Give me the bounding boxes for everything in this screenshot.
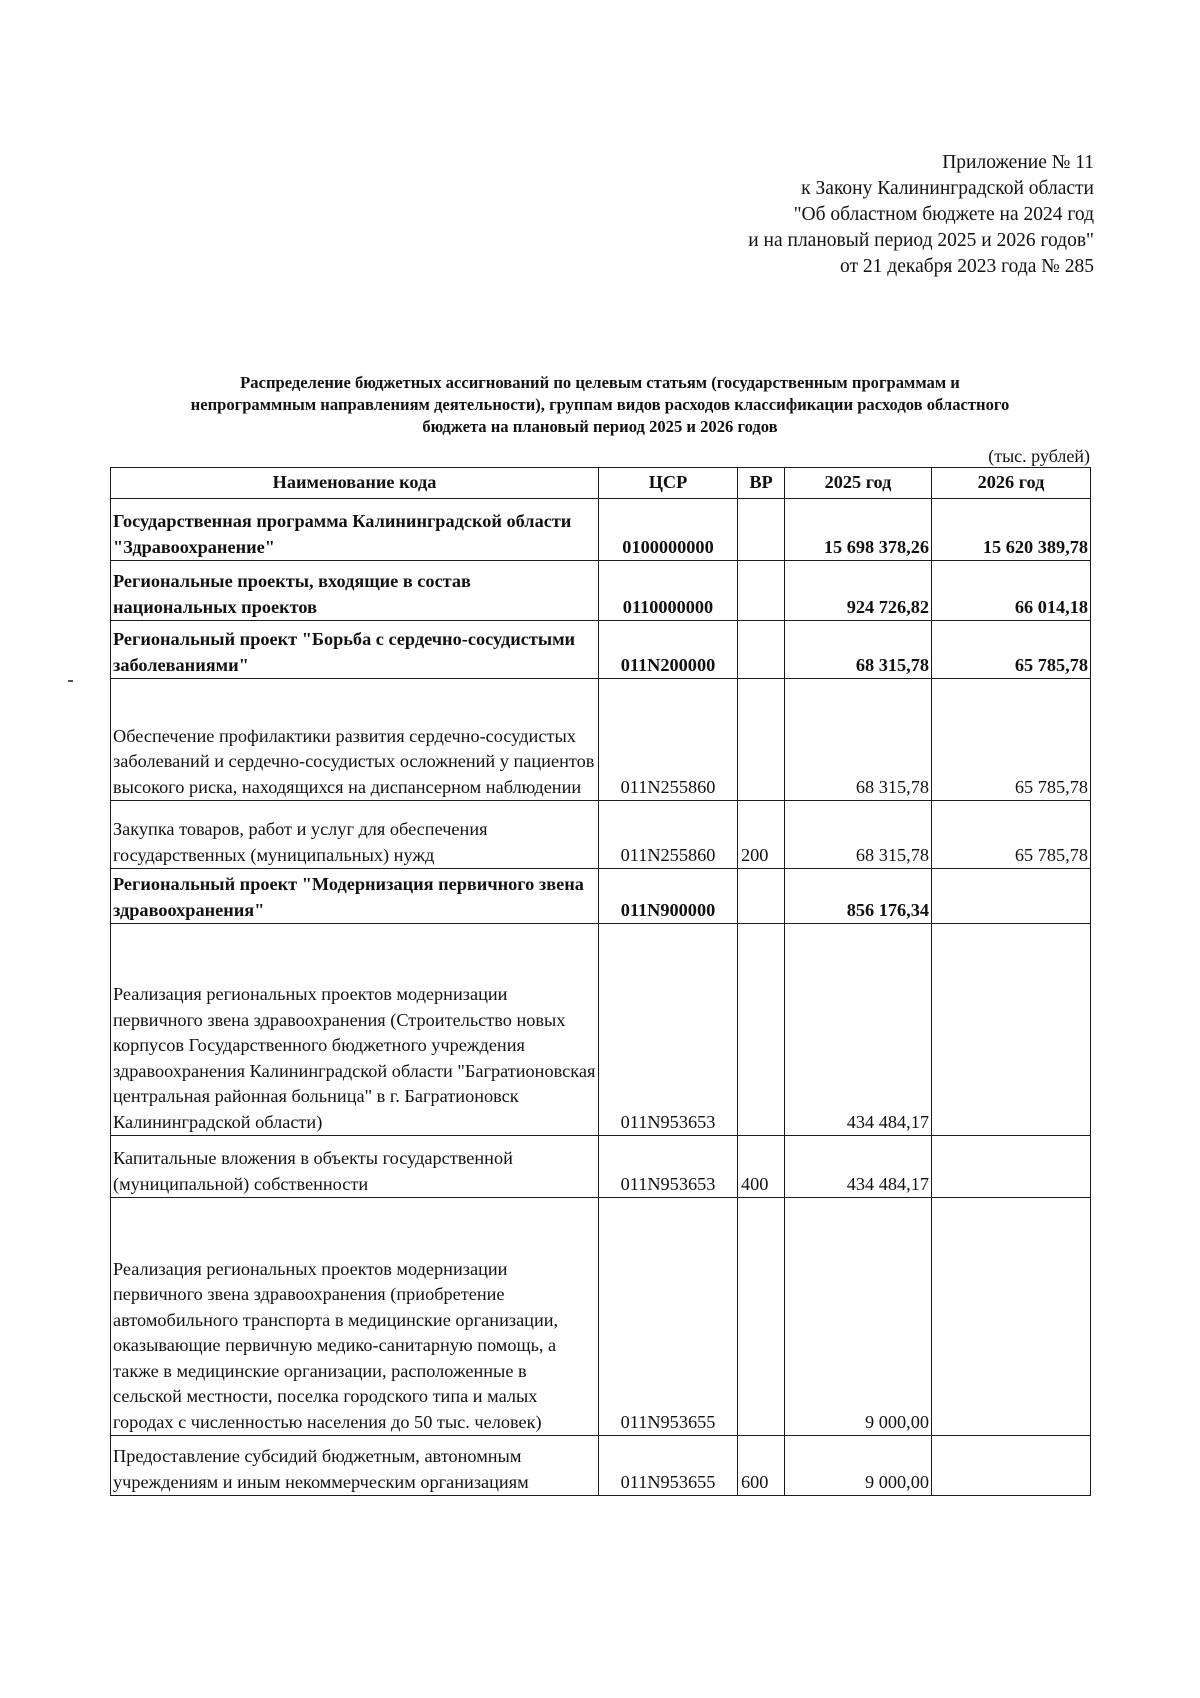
- appendix-line: от 21 декабря 2023 года № 285: [840, 256, 1094, 277]
- row-vr: [738, 621, 785, 679]
- row-csr: 0110000000: [599, 561, 738, 621]
- row-name: Капитальные вложения в объекты государственной (муниципальной) собственности: [111, 1136, 599, 1198]
- table-row: [111, 869, 1091, 924]
- row-csr: 011N255860: [599, 679, 738, 801]
- row-vr: [738, 679, 785, 801]
- row-2025: 434 484,17: [785, 1136, 932, 1198]
- appendix-line: "Об областном бюджете на 2024 год: [793, 204, 1094, 225]
- row-vr: 400: [738, 1136, 785, 1198]
- row-name: Реализация региональных проектов модернизации первичного звена здравоохранения (приобретение автомобильного транспорта в медицинские организации, оказывающие первичную медико-санитарную помощь, а также в медицинские организации, расположенные в сельской местности, поселка городского типа и малых городах с численностью населения до 50 тыс. человек): [111, 1198, 599, 1436]
- row-vr: 600: [738, 1436, 785, 1496]
- table-row: [111, 499, 1091, 561]
- scan-mark: [68, 680, 73, 682]
- table-row: [111, 924, 1091, 1136]
- row-name: Закупка товаров, работ и услуг для обеспечения государственных (муниципальных) нужд: [111, 801, 599, 869]
- units-label: (тыс. рублей): [988, 446, 1090, 466]
- row-2026: [932, 869, 1091, 924]
- table-row: [111, 801, 1091, 869]
- row-2025: 924 726,82: [785, 561, 932, 621]
- appendix-line: Приложение № 11: [942, 152, 1094, 173]
- row-2025: 9 000,00: [785, 1198, 932, 1436]
- row-vr: [738, 561, 785, 621]
- table-row: [111, 1136, 1091, 1198]
- row-2026: [932, 924, 1091, 1136]
- row-2026: 65 785,78: [932, 621, 1091, 679]
- row-2025: 434 484,17: [785, 924, 932, 1136]
- row-vr: [738, 924, 785, 1136]
- row-csr: 011N953655: [599, 1198, 738, 1436]
- header-vr: ВР: [738, 468, 785, 499]
- row-2026: [932, 1198, 1091, 1436]
- title-line: бюджета на плановый период 2025 и 2026 годов: [422, 417, 778, 436]
- row-csr: 011N953653: [599, 1136, 738, 1198]
- table-row: [111, 679, 1091, 801]
- title-line: Распределение бюджетных ассигнований по целевым статьям (государственным программам и: [240, 373, 960, 392]
- table-row: [111, 561, 1091, 621]
- row-name: Реализация региональных проектов модернизации первичного звена здравоохранения (Строительство новых корпусов Государственного бюджетного учреждения здравоохранения Калининградской области "Багратионовская центральная районная больница" в г. Багратионовск Калининградской области): [111, 924, 599, 1136]
- row-csr: 011N900000: [599, 869, 738, 924]
- appendix-line: и на плановый период 2025 и 2026 годов": [748, 230, 1094, 251]
- row-csr: 0100000000: [599, 499, 738, 561]
- appendix-line: к Закону Калининградской области: [801, 178, 1094, 199]
- row-2026: [932, 1136, 1091, 1198]
- row-csr: 011N255860: [599, 801, 738, 869]
- row-2025: 68 315,78: [785, 801, 932, 869]
- row-vr: [738, 499, 785, 561]
- document-title: [110, 372, 1090, 438]
- header-name: Наименование кода: [111, 468, 599, 499]
- row-vr: 200: [738, 801, 785, 869]
- row-name: Региональный проект "Модернизация первичного звена здравоохранения": [111, 869, 599, 924]
- row-2025: 68 315,78: [785, 679, 932, 801]
- row-2025: 15 698 378,26: [785, 499, 932, 561]
- table-header-row: [111, 468, 1091, 499]
- row-vr: [738, 869, 785, 924]
- table-row: [111, 1436, 1091, 1496]
- row-2026: 66 014,18: [932, 561, 1091, 621]
- table-row: [111, 1198, 1091, 1436]
- row-vr: [738, 1198, 785, 1436]
- title-line: непрограммным направлениям деятельности), группам видов расходов классификации расходов областного: [190, 395, 1010, 414]
- row-2026: [932, 1436, 1091, 1496]
- row-2026: 15 620 389,78: [932, 499, 1091, 561]
- row-2025: 9 000,00: [785, 1436, 932, 1496]
- budget-table: [110, 467, 1091, 1496]
- row-name: Обеспечение профилактики развития сердечно-сосудистых заболеваний и сердечно-сосудистых осложнений у пациентов высокого риска, находящихся на диспансерном наблюдении: [111, 679, 599, 801]
- row-csr: 011N953655: [599, 1436, 738, 1496]
- row-2025: 68 315,78: [785, 621, 932, 679]
- row-2026: 65 785,78: [932, 801, 1091, 869]
- appendix-block: [534, 150, 1094, 280]
- row-name: Предоставление субсидий бюджетным, автономным учреждениям и иным некоммерческим организациям: [111, 1436, 599, 1496]
- row-csr: 011N200000: [599, 621, 738, 679]
- row-name: Региональный проект "Борьба с сердечно-сосудистыми заболеваниями": [111, 621, 599, 679]
- header-2026: 2026 год: [932, 468, 1091, 499]
- header-csr: ЦСР: [599, 468, 738, 499]
- row-name: Региональные проекты, входящие в состав национальных проектов: [111, 561, 599, 621]
- row-2025: 856 176,34: [785, 869, 932, 924]
- row-name: Государственная программа Калининградской области "Здравоохранение": [111, 499, 599, 561]
- row-csr: 011N953653: [599, 924, 738, 1136]
- row-2026: 65 785,78: [932, 679, 1091, 801]
- header-2025: 2025 год: [785, 468, 932, 499]
- table-row: [111, 621, 1091, 679]
